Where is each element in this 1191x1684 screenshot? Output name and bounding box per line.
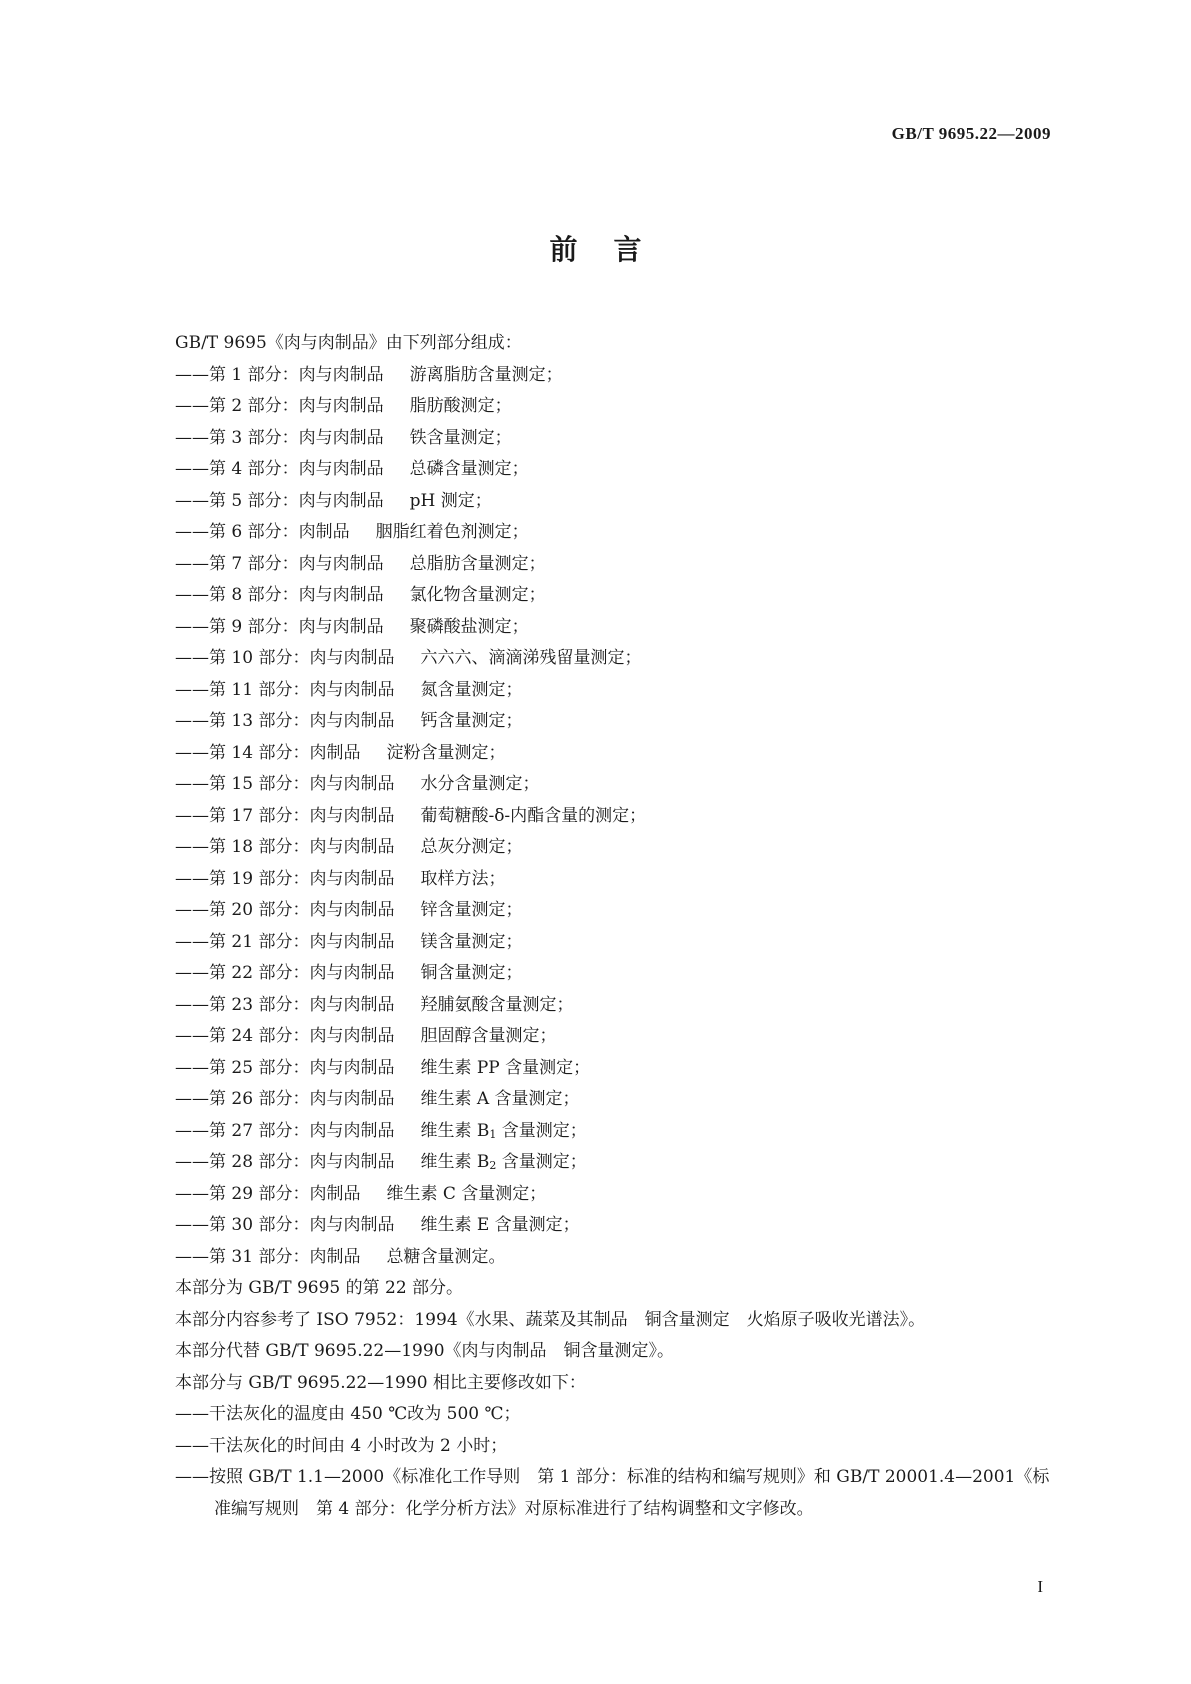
part-topic: 总脂肪含量测定； [409, 553, 546, 574]
part-topic: 总磷含量测定； [409, 459, 529, 479]
part-item [175, 549, 1055, 581]
part-prefix: ——第 11 部分：肉与肉制品 [175, 679, 395, 700]
change-item: ——干法灰化的时间由 4 小时改为 2 小时； [175, 1435, 508, 1456]
part-topic: 锌含量测定； [420, 900, 523, 920]
intro-line: GB/T 9695《肉与肉制品》由下列部分组成： [175, 333, 522, 353]
part-item [175, 832, 1055, 864]
part-item [175, 1116, 1055, 1148]
part-prefix: ——第 17 部分：肉与肉制品 [175, 805, 395, 826]
part-topic: 氮含量测定； [420, 679, 523, 700]
part-item [175, 958, 1055, 990]
part-topic: 六六六、滴滴涕残留量测定； [420, 648, 642, 668]
part-item [175, 990, 1055, 1022]
part-prefix: ——第 1 部分：肉与肉制品 [175, 364, 384, 385]
page-number: I [1037, 1577, 1043, 1596]
part-item [175, 423, 1055, 455]
part-topic: 葡萄糖酸-δ-内酯含量的测定； [420, 805, 647, 826]
part-topic: 氯化物含量测定； [409, 585, 546, 605]
part-topic: 钙含量测定； [420, 711, 523, 731]
part-topic: 水分含量测定； [420, 774, 540, 794]
part-item [175, 769, 1055, 801]
part-item [175, 738, 1055, 770]
part-topic: 游离脂肪含量测定； [409, 364, 563, 385]
part-item [175, 706, 1055, 738]
part-prefix: ——第 28 部分：肉与肉制品 [175, 1152, 395, 1172]
part-item [175, 801, 1055, 833]
part-item [175, 1179, 1055, 1211]
part-prefix: ——第 20 部分：肉与肉制品 [175, 900, 395, 920]
change-item: ——按照 GB/T 1.1—2000《标准化工作导则 第 1 部分：标准的结构和编写规则》和 GB/T 20001.4—2001《标准编写规则 第 4 部分：化学分析方法》对原标准进行了结构调整和文字修改。 [175, 1467, 1050, 1519]
change-item: ——干法灰化的温度由 450 ℃改为 500 ℃； [175, 1404, 521, 1424]
part-topic: 铜含量测定； [420, 963, 523, 983]
part-prefix: ——第 9 部分：肉与肉制品 [175, 616, 384, 637]
changes-list [175, 1399, 1055, 1525]
part-topic: 总灰分测定； [420, 837, 523, 857]
part-item [175, 864, 1055, 896]
part-prefix: ——第 14 部分：肉制品 [175, 742, 361, 763]
part-item [175, 1210, 1055, 1242]
part-prefix: ——第 13 部分：肉与肉制品 [175, 711, 395, 731]
part-item [175, 486, 1055, 518]
part-topic: 脂肪酸测定； [409, 396, 512, 416]
part-topic: 聚磷酸盐测定； [409, 616, 529, 637]
part-topic: pH 测定； [409, 490, 492, 511]
part-prefix: ——第 31 部分：肉制品 [175, 1246, 361, 1267]
part-topic: 胆固醇含量测定； [420, 1026, 557, 1046]
part-prefix: ——第 10 部分：肉与肉制品 [175, 648, 395, 668]
part-item [175, 360, 1055, 392]
page-title: 前言 [549, 233, 678, 266]
part-prefix: ——第 7 部分：肉与肉制品 [175, 553, 384, 574]
part-of-statement: 本部分为 GB/T 9695 的第 22 部分。 [175, 1278, 464, 1298]
part-prefix: ——第 15 部分：肉与肉制品 [175, 774, 395, 794]
part-topic: 维生素 C 含量测定； [386, 1183, 547, 1204]
part-item [175, 454, 1055, 486]
part-prefix: ——第 25 部分：肉与肉制品 [175, 1057, 395, 1078]
part-prefix: ——第 18 部分：肉与肉制品 [175, 837, 395, 857]
part-topic: 铁含量测定； [409, 427, 512, 448]
part-prefix: ——第 8 部分：肉与肉制品 [175, 585, 384, 605]
part-prefix: ——第 24 部分：肉与肉制品 [175, 1026, 395, 1046]
reference-statement: 本部分内容参考了 ISO 7952：1994《水果、蔬菜及其制品 铜含量测定 火焰原子吸收光谱法》。 [175, 1309, 926, 1330]
part-topic: 镁含量测定； [420, 931, 523, 952]
part-prefix: ——第 6 部分：肉制品 [175, 522, 350, 542]
changes-intro: 本部分与 GB/T 9695.22—1990 相比主要修改如下： [175, 1372, 586, 1393]
part-topic: 取样方法； [420, 868, 506, 889]
parts-list [175, 360, 1055, 1274]
part-topic: 维生素 A 含量测定； [420, 1089, 580, 1109]
part-prefix: ——第 19 部分：肉与肉制品 [175, 868, 395, 889]
part-item [175, 895, 1055, 927]
part-topic: 维生素 PP 含量测定； [420, 1057, 591, 1078]
part-item [175, 927, 1055, 959]
part-item [175, 391, 1055, 423]
part-prefix: ——第 3 部分：肉与肉制品 [175, 427, 384, 448]
part-topic: 总糖含量测定。 [386, 1246, 506, 1267]
part-prefix: ——第 21 部分：肉与肉制品 [175, 931, 395, 952]
foreword-body [175, 328, 1055, 1525]
part-prefix: ——第 29 部分：肉制品 [175, 1183, 361, 1204]
part-topic: 胭脂红着色剂测定； [375, 522, 529, 542]
part-item [175, 1242, 1055, 1274]
part-topic: 淀粉含量测定； [386, 742, 506, 763]
part-item [175, 1084, 1055, 1116]
part-prefix: ——第 2 部分：肉与肉制品 [175, 396, 384, 416]
part-item [175, 1147, 1055, 1179]
replaces-statement: 本部分代替 GB/T 9695.22—1990《肉与肉制品 铜含量测定》。 [175, 1341, 675, 1361]
part-item [175, 612, 1055, 644]
part-topic: 羟脯氨酸含量测定； [420, 994, 574, 1015]
part-prefix: ——第 4 部分：肉与肉制品 [175, 459, 384, 479]
part-item [175, 675, 1055, 707]
part-topic: 维生素 $B_1$ 含量测定； [420, 1120, 587, 1141]
part-prefix: ——第 22 部分：肉与肉制品 [175, 963, 395, 983]
part-item [175, 1021, 1055, 1053]
part-item [175, 1053, 1055, 1085]
part-prefix: ——第 26 部分：肉与肉制品 [175, 1089, 395, 1109]
part-prefix: ——第 5 部分：肉与肉制品 [175, 490, 384, 511]
part-topic: 维生素 E 含量测定； [420, 1215, 580, 1235]
standard-code: GB/T 9695.22—2009 [891, 124, 1051, 143]
part-prefix: ——第 23 部分：肉与肉制品 [175, 994, 395, 1015]
part-item [175, 580, 1055, 612]
part-prefix: ——第 30 部分：肉与肉制品 [175, 1215, 395, 1235]
part-item [175, 643, 1055, 675]
part-topic: 维生素 $B_2$ 含量测定； [420, 1152, 587, 1172]
part-prefix: ——第 27 部分：肉与肉制品 [175, 1120, 395, 1141]
part-item [175, 517, 1055, 549]
